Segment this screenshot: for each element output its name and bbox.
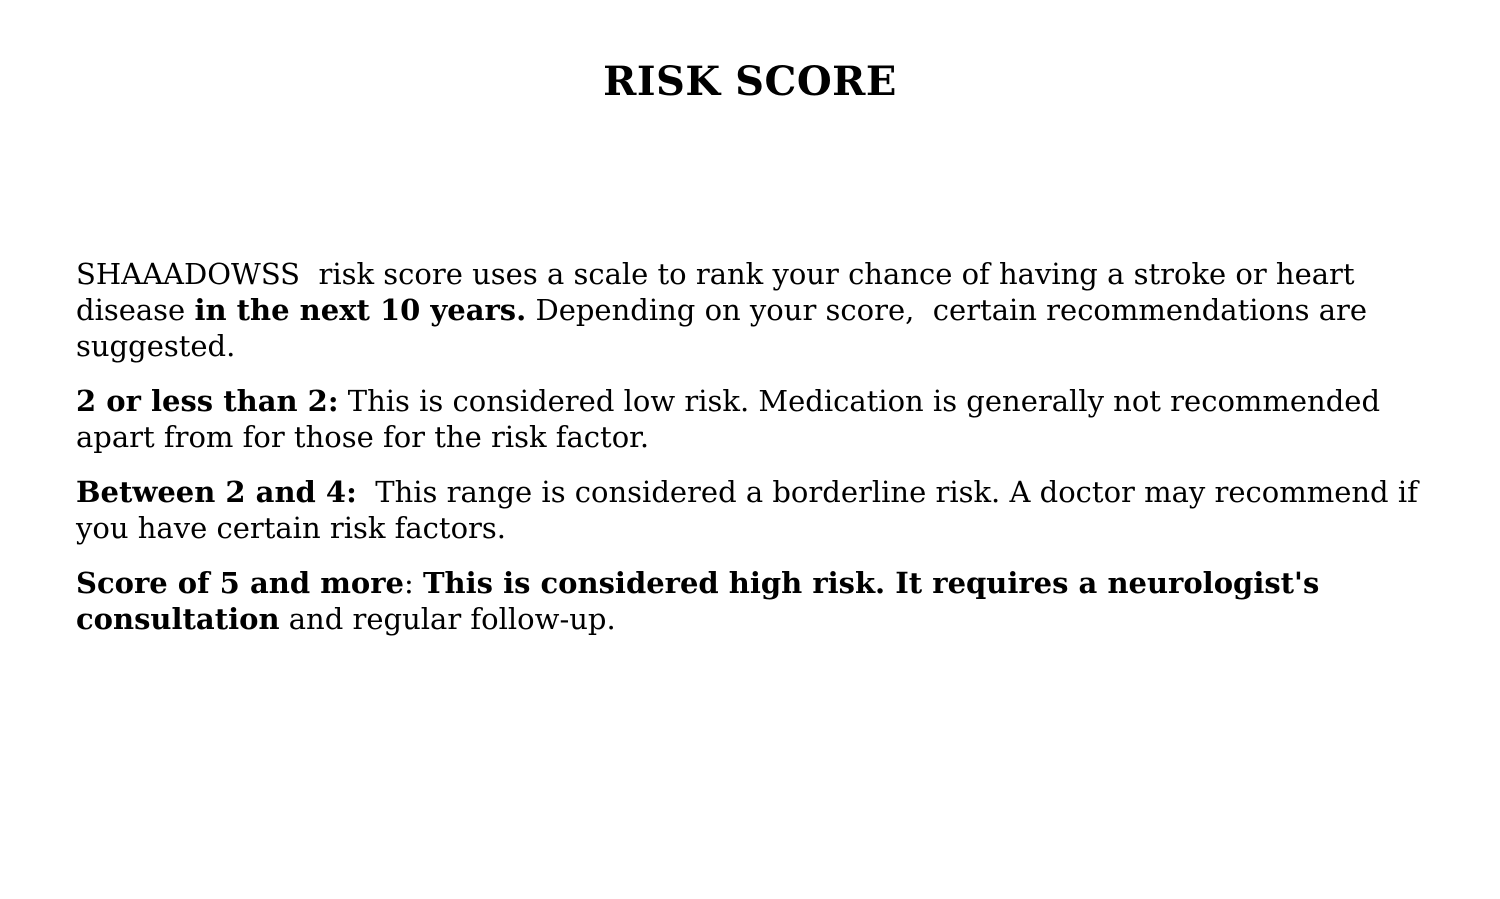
paragraph: [76, 474, 1428, 546]
paragraph: [76, 383, 1424, 455]
text-run: :: [403, 566, 423, 600]
bold-text-run: This is considered high risk. It requires a neurologist's consultation: [76, 566, 1330, 636]
bold-text-run: Between 2 and 4:: [76, 475, 357, 509]
text-run: This is considered low risk. Medication is generally not recommended apart from for those for the risk factor.: [76, 384, 1390, 454]
text-run: Depending on your score, certain recommendations are suggested.: [76, 293, 1377, 363]
paragraph: [76, 565, 1424, 637]
text-run: This range is considered a borderline risk. A doctor may recommend if you have certain risk factors.: [76, 475, 1428, 545]
document-body: [76, 256, 1428, 637]
page-title: RISK SCORE: [603, 58, 897, 105]
text-run: and regular follow-up.: [279, 602, 616, 636]
bold-text-run: Score of 5 and more: [76, 566, 404, 600]
bold-text-run: 2 or less than 2:: [76, 384, 339, 418]
text-run: SHAAADOWSS risk score uses a scale to rank your chance of having a stroke or heart disease: [76, 257, 1364, 327]
bold-text-run: in the next 10 years.: [194, 293, 527, 327]
paragraph: [76, 256, 1424, 364]
document-page: [0, 58, 1500, 899]
